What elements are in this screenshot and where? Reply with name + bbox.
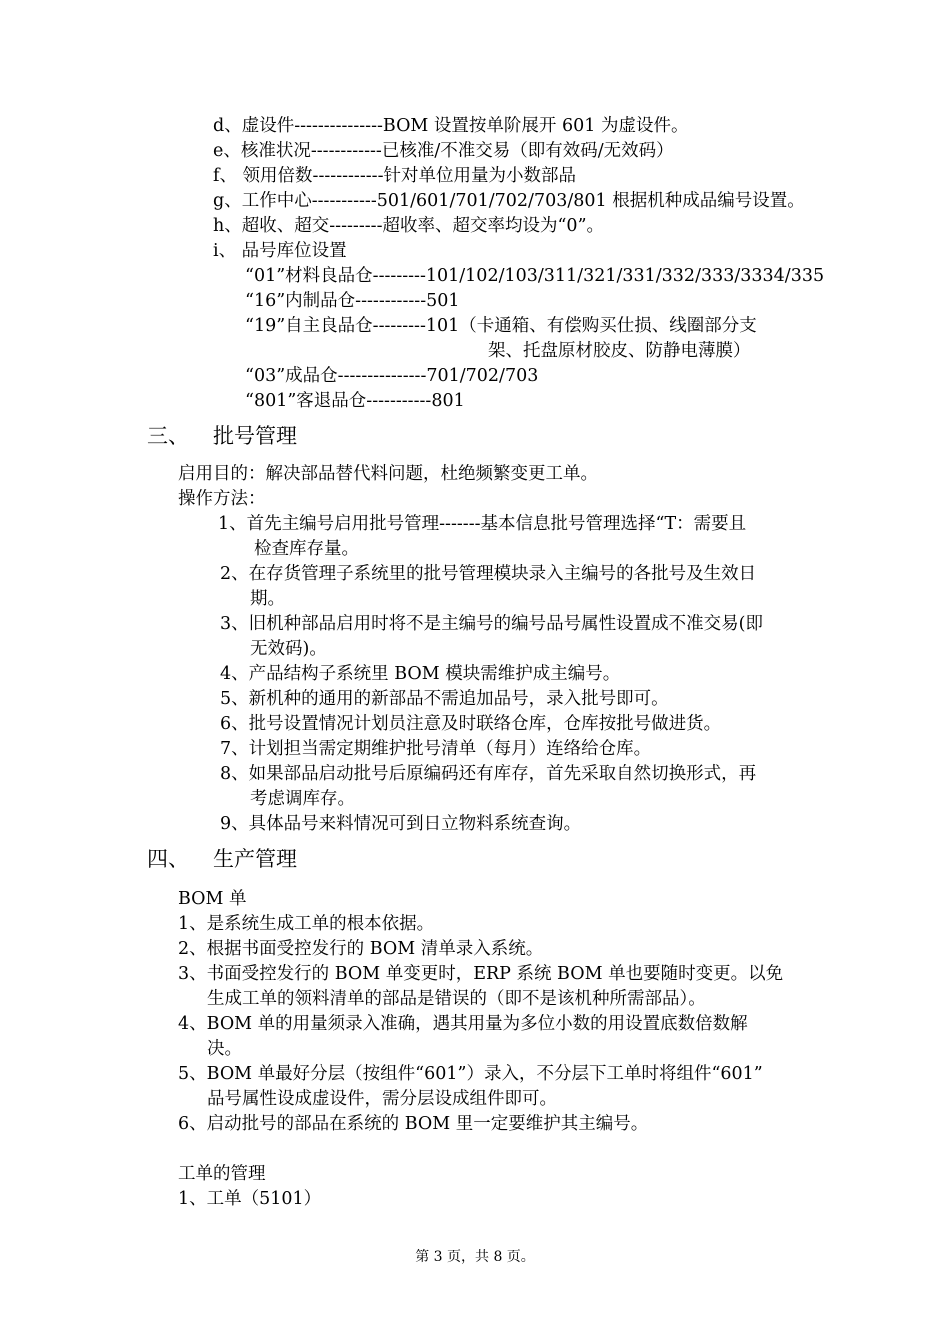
bom-item-6: 6、启动批号的部品在系统的 BOM 里一定要维护其主编号。: [178, 1114, 649, 1134]
work-order-item-1: 1、工单（5101）: [178, 1189, 322, 1209]
bom-item-4-continued: 决。: [207, 1039, 242, 1059]
method-item-9: 9、具体品号来料情况可到日立物料系统查询。: [220, 814, 582, 834]
bom-subheading: BOM 单: [178, 889, 247, 909]
method-item-8-continued: 考虑调库存。: [250, 789, 355, 809]
method-item-2: 2、在存货管理子系统里的批号管理模块录入主编号的各批号及生效日: [220, 564, 757, 584]
method-item-6: 6、批号设置情况计划员注意及时联络仓库，仓库按批号做进货。: [220, 714, 722, 734]
purpose-text: 启用目的：解决部品替代料问题，杜绝频繁变更工单。: [178, 464, 598, 484]
work-order-subheading: 工单的管理: [178, 1164, 266, 1184]
section-number: 三、: [147, 424, 189, 448]
list-item-e: e、核准状况------------已核准/不准交易（即有效码/无效码）: [213, 141, 674, 161]
bom-item-4: 4、BOM 单的用量须录入准确，遇其用量为多位小数的用设置底数倍数解: [178, 1014, 748, 1034]
section-title: 生产管理: [213, 847, 297, 871]
page-footer: 第 3 页，共 8 页。: [415, 1249, 535, 1265]
warehouse-03: “03”成品仓---------------701/702/703: [245, 366, 539, 386]
section-number: 四、: [147, 847, 189, 871]
method-item-1: 1、首先主编号启用批号管理-------基本信息批号管理选择“T：需要且: [218, 514, 747, 534]
bom-item-1: 1、是系统生成工单的根本依据。: [178, 914, 435, 934]
method-item-7: 7、计划担当需定期维护批号清单（每月）连络给仓库。: [220, 739, 652, 759]
list-item-d: d、虚设件---------------BOM 设置按单阶展开 601 为虚设件。: [213, 116, 689, 136]
section-heading-production-management: [147, 845, 297, 873]
warehouse-16: “16”内制品仓------------501: [245, 291, 460, 311]
warehouse-801: “801”客退品仓-----------801: [245, 391, 465, 411]
method-item-1-continued: 检查库存量。: [254, 539, 359, 559]
list-item-i: i、 品号库位设置: [213, 241, 347, 261]
list-item-g: g、工作中心-----------501/601/701/702/703/801 根据机种成品编号设置。: [213, 191, 805, 211]
method-item-3: 3、旧机种部品启用时将不是主编号的编号品号属性设置成不准交易(即: [220, 614, 763, 634]
method-item-4: 4、产品结构子系统里 BOM 模块需维护成主编号。: [220, 664, 621, 684]
warehouse-01: “01”材料良品仓---------101/102/103/311/321/331/332/333/3334/335: [245, 266, 825, 286]
method-item-2-continued: 期。: [250, 589, 285, 609]
method-label: 操作方法：: [178, 489, 266, 509]
list-item-f: f、 领用倍数------------针对单位用量为小数部品: [213, 166, 576, 186]
bom-item-3: 3、书面受控发行的 BOM 单变更时，ERP 系统 BOM 单也要随时变更。以免: [178, 964, 784, 984]
section-title: 批号管理: [213, 424, 297, 448]
section-heading-batch-management: [147, 422, 297, 450]
bom-item-5-continued: 品号属性设成虚设件，需分层设成组件即可。: [207, 1089, 557, 1109]
method-item-3-continued: 无效码)。: [250, 639, 327, 659]
warehouse-19: “19”自主良品仓---------101（卡通箱、有偿购买仕损、线圈部分支: [245, 316, 757, 336]
list-item-h: h、超收、超交---------超收率、超交率均设为“0”。: [213, 216, 605, 236]
method-item-5: 5、新机种的通用的新部品不需追加品号，录入批号即可。: [220, 689, 669, 709]
warehouse-19-continued: 架、托盘原材胶皮、防静电薄膜）: [488, 341, 751, 361]
bom-item-5: 5、BOM 单最好分层（按组件“601”）录入，不分层下工单时将组件“601”: [178, 1064, 763, 1084]
bom-item-2: 2、根据书面受控发行的 BOM 清单录入系统。: [178, 939, 544, 959]
bom-item-3-continued: 生成工单的领料清单的部品是错误的（即不是该机种所需部品）。: [207, 989, 706, 1009]
method-item-8: 8、如果部品启动批号后原编码还有库存，首先采取自然切换形式，再: [220, 764, 757, 784]
